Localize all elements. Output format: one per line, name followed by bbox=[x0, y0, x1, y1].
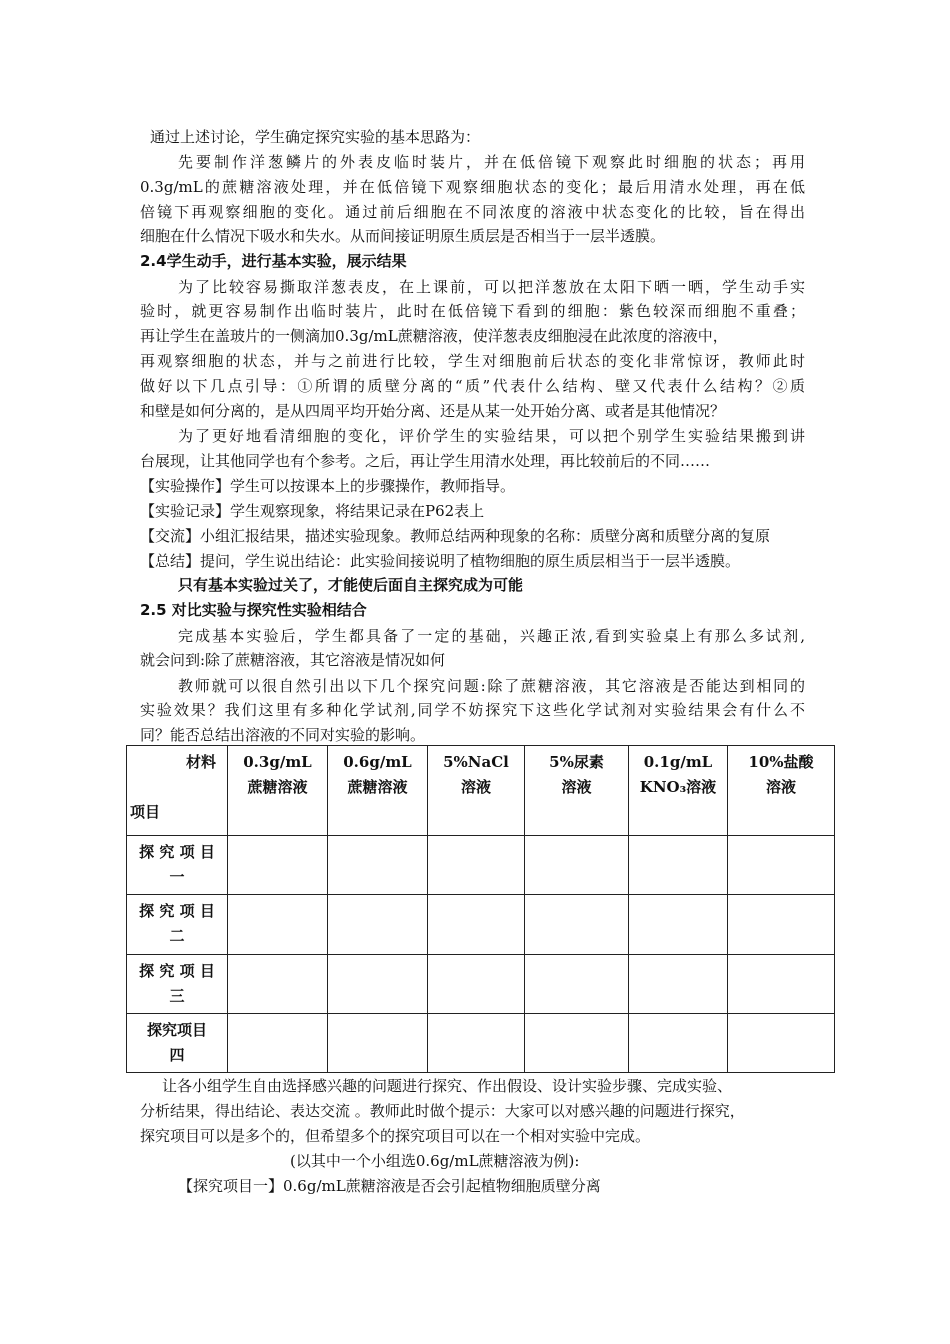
paragraph-line: 让各小组学生自由选择感兴趣的问题进行探究、作出假设、设计实验步骤、完成实验、 bbox=[162, 1077, 733, 1095]
column-header-line: 5%NaCl bbox=[443, 753, 509, 771]
paragraph-line: 就会问到:除了蔗糖溶液，其它溶液是情况如何 bbox=[140, 651, 446, 669]
empty-cell bbox=[328, 836, 428, 895]
paragraph-line: 分析结果，得出结论、表达交流 。教师此时做个提示：大家可以对感兴趣的问题进行探究， bbox=[140, 1102, 745, 1120]
paragraph-line: 再让学生在盖玻片的一侧滴加0.3g/mL蔗糖溶液，使洋葱表皮细胞浸在此浓度的溶液中， bbox=[140, 327, 728, 345]
column-header-line: 10%盐酸 bbox=[748, 753, 814, 771]
row-header bbox=[127, 836, 228, 895]
empty-cell bbox=[428, 836, 525, 895]
empty-cell bbox=[728, 1014, 835, 1073]
column-header bbox=[428, 746, 525, 836]
empty-cell bbox=[428, 895, 525, 955]
row-header-line: 三 bbox=[169, 987, 185, 1005]
column-header-line: 蔗糖溶液 bbox=[247, 778, 308, 796]
empty-cell bbox=[728, 895, 835, 955]
column-header-line: 0.1g/mL bbox=[643, 753, 713, 771]
column-header bbox=[629, 746, 728, 836]
row-header-line: 探 究 项 目 bbox=[139, 962, 215, 980]
column-header-line: 5%尿素 bbox=[549, 753, 604, 771]
row-header bbox=[127, 955, 228, 1014]
column-header-line: KNO₃溶液 bbox=[639, 778, 717, 796]
table-row bbox=[127, 955, 835, 1014]
corner-header bbox=[127, 746, 228, 836]
empty-cell bbox=[228, 955, 328, 1014]
paragraph-line: 【实验记录】学生观察现象，将结果记录在P62表上 bbox=[140, 502, 485, 520]
paragraph-line: 先要制作洋葱鳞片的外表皮临时装片，并在低倍镜下观察此时细胞的状态；再用 bbox=[178, 153, 805, 171]
empty-cell bbox=[525, 1014, 629, 1073]
paragraph-line: 为了更好地看清细胞的变化，评价学生的实验结果，可以把个别学生实验结果搬到讲 bbox=[178, 427, 805, 445]
column-header-line: 溶液 bbox=[765, 778, 796, 796]
table-row bbox=[127, 895, 835, 955]
paragraph-line: 台展现，让其他同学也有个参考。之后，再让学生用清水处理，再比较前后的不同…… bbox=[140, 452, 711, 470]
row-header-line: 探 究 项 目 bbox=[139, 902, 215, 920]
paragraph-line: 教师就可以很自然引出以下几个探究问题:除了蔗糖溶液，其它溶液是否能达到相同的 bbox=[178, 677, 805, 695]
paragraph-line: 【探究项目一】0.6g/mL蔗糖溶液是否会引起植物细胞质壁分离 bbox=[178, 1177, 601, 1195]
empty-cell bbox=[228, 1014, 328, 1073]
section-heading: 2.4学生动手，进行基本实验，展示结果 bbox=[140, 252, 407, 270]
corner-top: 材料 bbox=[185, 753, 216, 771]
paragraph-line: 完成基本实验后，学生都具备了一定的基础，兴趣正浓,看到实验桌上有那么多试剂, bbox=[178, 627, 805, 645]
empty-cell bbox=[228, 836, 328, 895]
paragraph-line: 细胞在什么情况下吸水和失水。从而间接证明原生质层是否相当于一层半透膜。 bbox=[140, 227, 666, 245]
empty-cell bbox=[228, 895, 328, 955]
paragraph-line: 【交流】小组汇报结果，描述实验现象。教师总结两种现象的名称：质壁分离和质壁分离的复原 bbox=[140, 527, 771, 545]
row-header bbox=[127, 895, 228, 955]
column-header-line: 蔗糖溶液 bbox=[347, 778, 408, 796]
paragraph-line: 通过上述讨论，学生确定探究实验的基本思路为： bbox=[150, 128, 481, 146]
row-header bbox=[127, 1014, 228, 1073]
empty-cell bbox=[428, 955, 525, 1014]
empty-cell bbox=[525, 955, 629, 1014]
paragraph-line: 再观察细胞的状态，并与之前进行比较，学生对细胞前后状态的变化非常惊讶，教师此时 bbox=[140, 352, 805, 370]
paragraph-line: (以其中一个小组选0.6g/mL蔗糖溶液为例): bbox=[290, 1152, 580, 1170]
section-heading: 2.5 对比实验与探究性实验相结合 bbox=[140, 601, 367, 619]
empty-cell bbox=[629, 955, 728, 1014]
paragraph-line: 【实验操作】学生可以按课本上的步骤操作，教师指导。 bbox=[140, 477, 516, 495]
paragraph-line: 探究项目可以是多个的，但希望多个的探究项目可以在一个相对实验中完成。 bbox=[140, 1127, 651, 1145]
paragraph-line: 做好以下几点引导：①所谓的质壁分离的“质”代表什么结构、壁又代表什么结构？②质 bbox=[140, 377, 805, 395]
column-header bbox=[728, 746, 835, 836]
empty-cell bbox=[328, 955, 428, 1014]
column-header-line: 0.3g/mL bbox=[243, 753, 312, 771]
column-header bbox=[525, 746, 629, 836]
row-header-line: 四 bbox=[169, 1046, 185, 1064]
paragraph-line: 倍镜下再观察细胞的变化。通过前后细胞在不同浓度的溶液中状态变化的比较，旨在得出 bbox=[140, 203, 805, 221]
row-header-line: 二 bbox=[169, 927, 185, 945]
table-row bbox=[127, 836, 835, 895]
empty-cell bbox=[629, 1014, 728, 1073]
empty-cell bbox=[629, 836, 728, 895]
paragraph-line: 实验效果？我们这里有多种化学试剂,同学不妨探究下这些化学试剂对实验结果会有什么不 bbox=[140, 701, 805, 719]
column-header-line: 溶液 bbox=[561, 778, 592, 796]
empty-cell bbox=[525, 895, 629, 955]
paragraph-line: 【总结】提问，学生说出结论：此实验间接说明了植物细胞的原生质层相当于一层半透膜。 bbox=[140, 552, 741, 570]
column-header bbox=[328, 746, 428, 836]
column-header-line: 0.6g/mL bbox=[343, 753, 412, 771]
paragraph-line: 0.3g/mL的蔗糖溶液处理，并在低倍镜下观察细胞状态的变化；最后用清水处理，再在低 bbox=[140, 178, 805, 196]
empty-cell bbox=[428, 1014, 525, 1073]
table-row bbox=[127, 1014, 835, 1073]
experiment-table bbox=[126, 745, 835, 1073]
paragraph-line: 和壁是如何分离的，是从四周平均开始分离、还是从某一处开始分离、或者是其他情况？ bbox=[140, 402, 726, 420]
empty-cell bbox=[629, 895, 728, 955]
column-header-line: 溶液 bbox=[460, 778, 491, 796]
empty-cell bbox=[728, 836, 835, 895]
column-header bbox=[228, 746, 328, 836]
empty-cell bbox=[728, 955, 835, 1014]
paragraph-line: 验时，就更容易制作出临时装片，此时在低倍镜下看到的细胞：紫色较深而细胞不重叠； bbox=[140, 302, 805, 320]
empty-cell bbox=[525, 836, 629, 895]
row-header-line: 探 究 项 目 bbox=[139, 843, 215, 861]
empty-cell bbox=[328, 1014, 428, 1073]
paragraph-line: 同？能否总结出溶液的不同对实验的影响。 bbox=[140, 726, 426, 744]
paragraph-line: 为了比较容易撕取洋葱表皮，在上课前，可以把洋葱放在太阳下晒一晒，学生动手实 bbox=[178, 278, 805, 296]
row-header-line: 探究项目 bbox=[146, 1021, 207, 1039]
corner-bottom: 项目 bbox=[130, 803, 161, 821]
row-header-line: 一 bbox=[169, 868, 185, 886]
empty-cell bbox=[328, 895, 428, 955]
section-heading: 只有基本实验过关了，才能使后面自主探究成为可能 bbox=[178, 576, 524, 594]
